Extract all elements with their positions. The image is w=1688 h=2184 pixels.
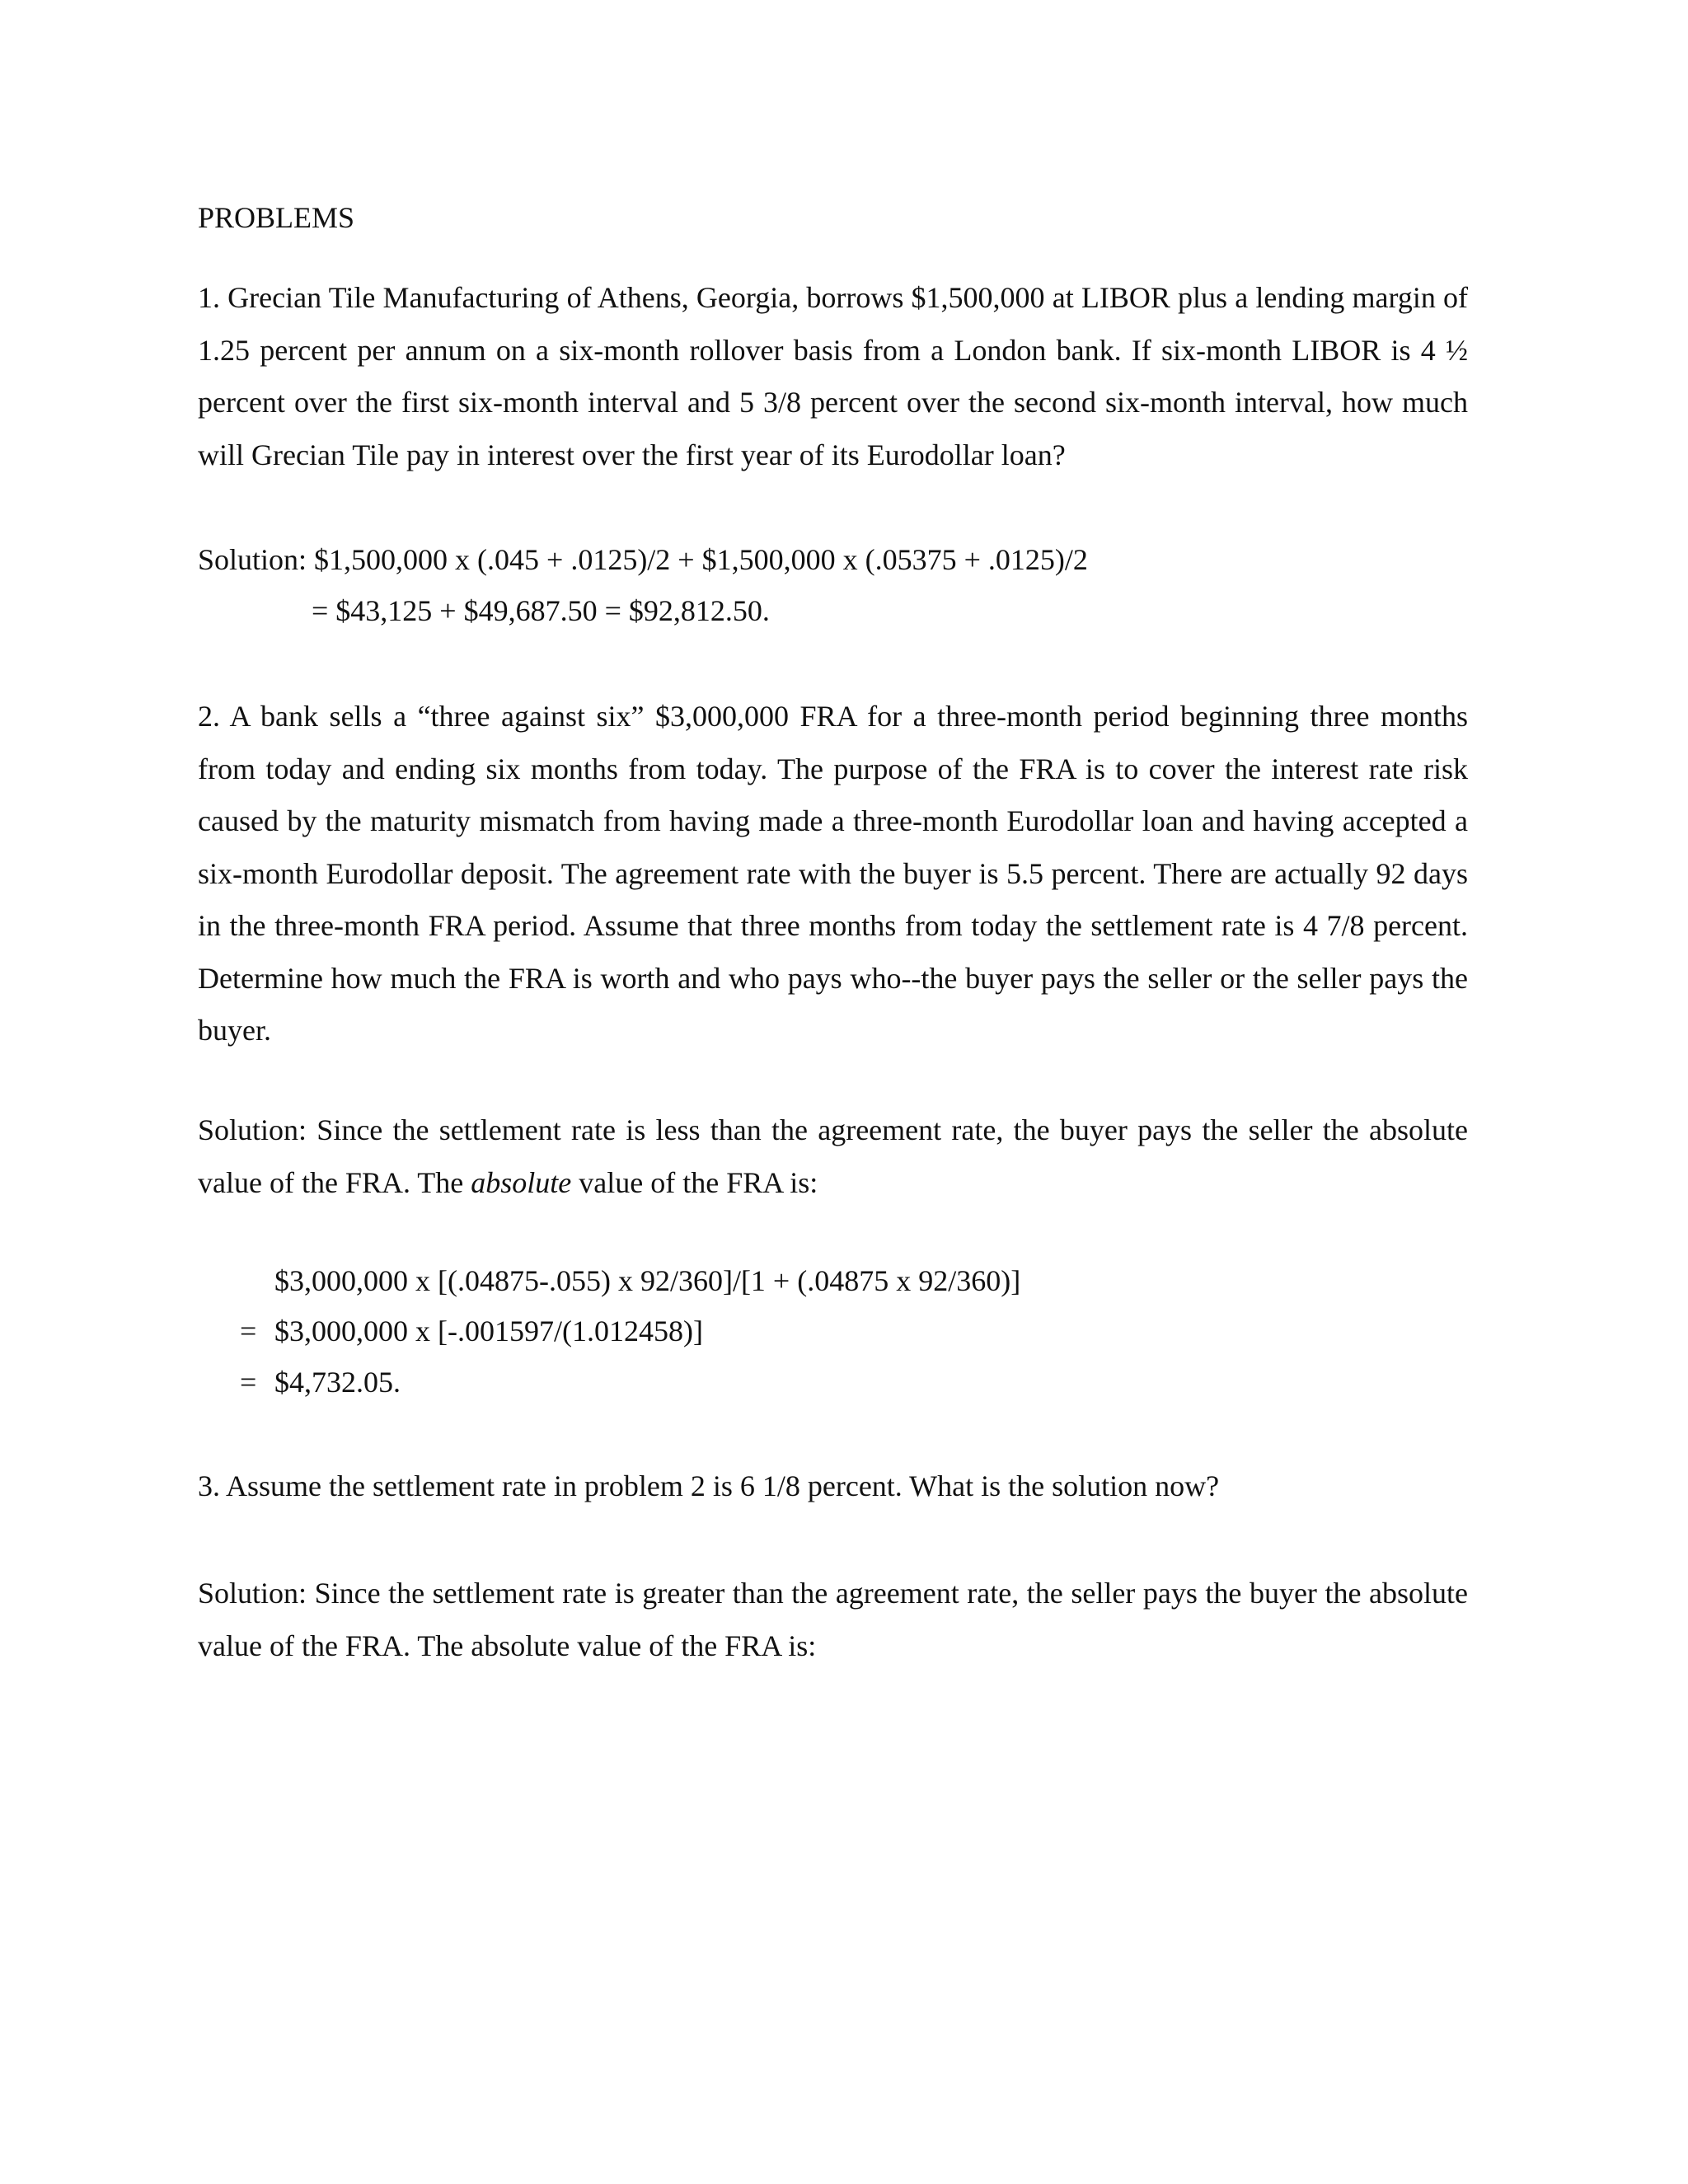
problem-1-solution-line-2: = $43,125 + $49,687.50 = $92,812.50.: [312, 594, 770, 627]
problem-2-text: 2. A bank sells a “three against six” $3,000,000 FRA for a three-month period beginning three months from today and ending six months from today. The purpose of the FRA is to cover the interest rate risk caused by the maturity mismatch from having made a three-month Eurodollar loan and having accepted a six-month Eurodollar deposit. The agreement rate with the buyer is 5.5 percent. There are actually 92 days in the three-month FRA period. Assume that three months from today the settlement rate is 4 7/8 percent. Determine how much the FRA is worth and who pays who--the buyer pays the seller or the seller pays the buyer.: [198, 700, 1468, 1047]
problem-3-solution: Solution: Since the settlement rate is greater than the agreement rate, the seller pays the buyer the absolute value of the FRA. The absolute value of the FRA is:: [198, 1577, 1468, 1662]
problem-2-calc-line-2: $3,000,000 x [-.001597/(1.012458)]: [274, 1315, 703, 1347]
problem-2-calc-equals-3: =: [240, 1366, 257, 1399]
problem-1-solution-line-1: Solution: $1,500,000 x (.045 + .0125)/2 + $1,500,000 x (.05375 + .0125)/2: [198, 543, 1088, 576]
problem-2-solution-emphasis: absolute: [471, 1165, 572, 1199]
problem-2-solution-part-1: Solution: Since the settlement rate is less than the agreement rate, the buyer pays the seller the absolute value of the FRA. The: [198, 1113, 1468, 1199]
problem-1-text: 1. Grecian Tile Manufacturing of Athens, Georgia, borrows $1,500,000 at LIBOR plus a lending margin of 1.25 percent per annum on a six-month rollover basis from a London bank. If six-month LIBOR is 4 ½ percent over the first six-month interval and 5 3/8 percent over the second six-month interval, how much will Grecian Tile pay in interest over the first year of its Eurodollar loan?: [198, 281, 1468, 471]
section-heading: PROBLEMS: [198, 201, 355, 234]
problem-2-solution: [198, 1104, 1468, 1209]
problem-2-calc-line-3: $4,732.05.: [274, 1366, 401, 1399]
problem-2-calc-line-1: $3,000,000 x [(.04875-.055) x 92/360]/[1 + (.04875 x 92/360)]: [274, 1264, 1021, 1297]
problem-3-text: 3. Assume the settlement rate in problem 2 is 6 1/8 percent. What is the solution now?: [198, 1469, 1220, 1502]
problem-2-calc-equals-2: =: [240, 1315, 257, 1347]
problem-2-solution-part-2: value of the FRA is:: [571, 1165, 818, 1199]
